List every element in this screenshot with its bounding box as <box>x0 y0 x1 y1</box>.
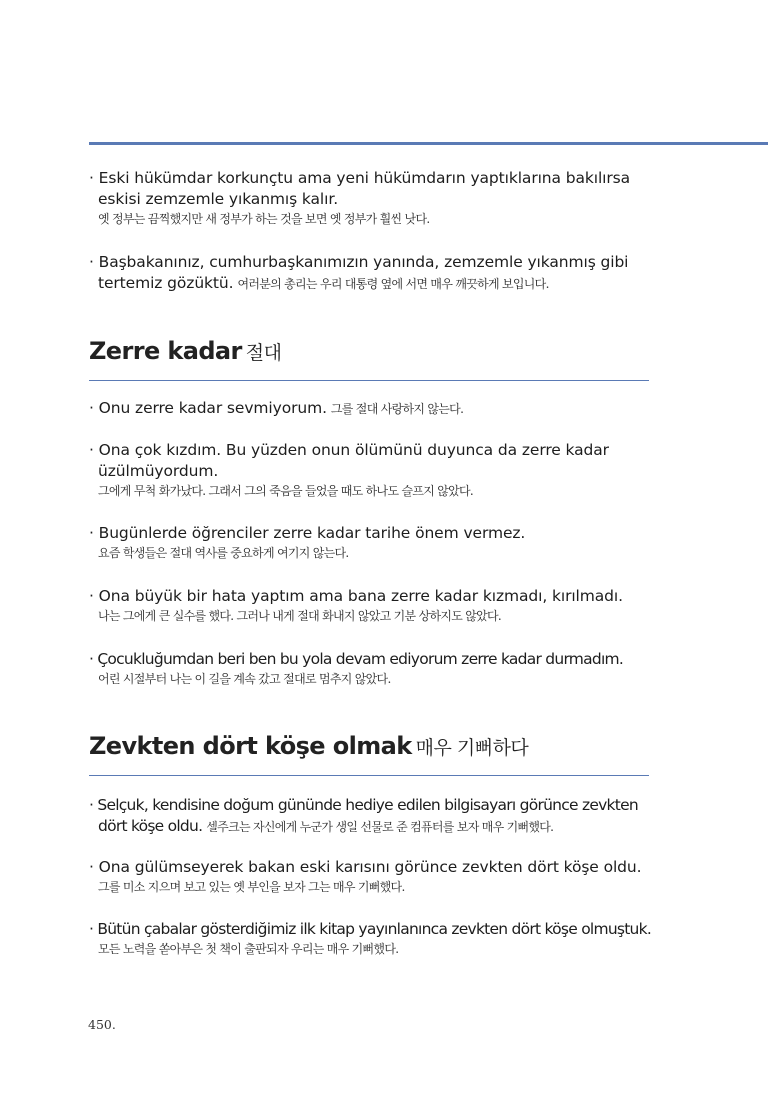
header-rule <box>89 142 768 145</box>
example-entry <box>89 440 669 500</box>
turkish-sentence: · Ona gülümseyerek bakan eski karısını görünce zevkten dört köşe oldu. <box>89 858 642 876</box>
section-title-zevkten-dort-kose-olmak: Zevkten dört köşe olmak 매우 기뻐하다 <box>89 732 529 760</box>
korean-translation: 모든 노력을 쏟아부은 첫 책이 출판되자 우리는 매우 기뻐했다. <box>98 942 399 956</box>
example-entry <box>89 919 669 958</box>
korean-translation: 옛 정부는 끔찍했지만 새 정부가 하는 것을 보면 옛 정부가 훨씬 낫다. <box>98 212 430 226</box>
example-entry <box>89 649 669 688</box>
turkish-sentence: · Bugünlerde öğrenciler zerre kadar tarihe önem vermez. <box>89 524 526 542</box>
korean-translation: 어린 시절부터 나는 이 길을 계속 갔고 절대로 멈추지 않았다. <box>98 672 391 686</box>
example-entry <box>89 523 669 562</box>
example-entry <box>89 586 669 625</box>
section-rule <box>89 380 649 381</box>
example-entry <box>89 252 669 294</box>
turkish-sentence: · Ona büyük bir hata yaptım ama bana zerre kadar kızmadı, kırılmadı. <box>89 587 623 605</box>
turkish-sentence: · Başbakanınız, cumhurbaşkanımızın yanında, zemzemle yıkanmış gibi tertemiz gözüktü. 여러분의 총리는 우리 대통령 옆에 서면 매우 깨끗하게 보입니다. <box>89 253 629 292</box>
section-title-zerre-kadar: Zerre kadar 절대 <box>89 337 282 365</box>
korean-translation: 그에게 무척 화가났다. 그래서 그의 죽음을 들었을 때도 하나도 슬프지 않았다. <box>98 484 474 498</box>
turkish-sentence: · Selçuk, kendisine doğum gününde hediye edilen bilgisayarı görünce zevkten dört köşe oldu. 셀주크는 자신에게 누군가 생일 선물로 준 컴퓨터를 보자 매우 기뻐했다. <box>89 796 638 835</box>
example-entry <box>89 857 669 896</box>
section-title-korean: 매우 기뻐하다 <box>415 737 529 759</box>
korean-translation: 요즘 학생들은 절대 역사를 중요하게 여기지 않는다. <box>98 546 349 560</box>
turkish-sentence: · Bütün çabalar gösterdiğimiz ilk kitap yayınlanınca zevkten dört köşe olmuştuk. <box>89 920 652 938</box>
turkish-sentence: · Çocukluğumdan beri ben bu yola devam ediyorum zerre kadar durmadım. <box>89 650 624 668</box>
section-rule <box>89 775 649 776</box>
korean-translation: 여러분의 총리는 우리 대통령 옆에 서면 매우 깨끗하게 보입니다. <box>237 277 549 291</box>
page-number: 450. <box>88 1017 116 1032</box>
example-entry <box>89 795 669 837</box>
turkish-sentence: · Ona çok kızdım. Bu yüzden onun ölümünü duyunca da zerre kadar üzülmüyordum. <box>89 441 609 480</box>
turkish-sentence: · Onu zerre kadar sevmiyorum. 그를 절대 사랑하지 않는다. <box>89 399 464 417</box>
turkish-sentence: · Eski hükümdar korkunçtu ama yeni hükümdarın yaptıklarına bakılırsa eskisi zemzemle yıkanmış kalır. <box>89 169 631 208</box>
example-entry <box>89 168 669 228</box>
section-title-korean: 절대 <box>245 342 282 364</box>
korean-translation: 나는 그에게 큰 실수를 했다. 그러나 내게 절대 화내지 않았고 기분 상하지도 않았다. <box>98 609 502 623</box>
example-entry <box>89 398 669 419</box>
korean-translation: 셀주크는 자신에게 누군가 생일 선물로 준 컴퓨터를 보자 매우 기뻐했다. <box>206 820 554 834</box>
korean-translation: 그를 미소 지으며 보고 있는 옛 부인을 보자 그는 매우 기뻐했다. <box>98 880 405 894</box>
korean-translation: 그를 절대 사랑하지 않는다. <box>330 402 464 416</box>
